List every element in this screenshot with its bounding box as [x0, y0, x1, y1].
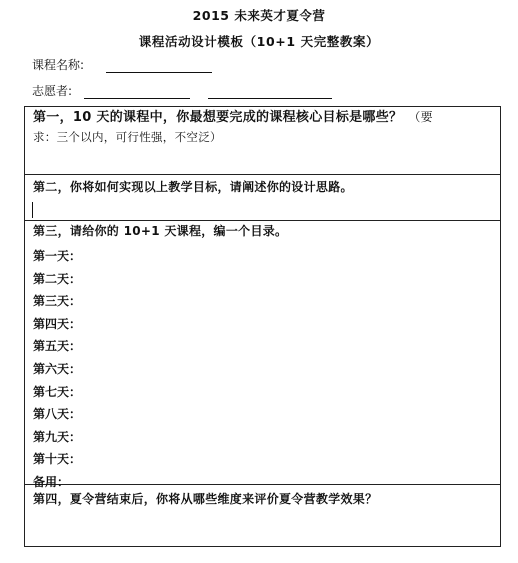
day-item: 第九天： [33, 429, 82, 444]
question-1-main: 第一，10 天的课程中，你最想要完成的课程核心目标是哪些？ [33, 110, 403, 125]
question-4-text: 第四，夏令营结束后，你将从哪些维度来评价夏令营教学效果？ [33, 492, 378, 506]
day-item: 第五天： [33, 339, 82, 354]
text-cursor [32, 202, 33, 218]
spare-day-item: 备用： [33, 474, 70, 489]
document-title: 2015 未来英才夏令营 [192, 8, 326, 23]
question-1-note-start: （要 [408, 110, 433, 124]
question-3-text: 第三，请给你的 10+1 天课程，编一个目录。 [33, 224, 288, 238]
volunteer-label: 志愿者: [32, 84, 73, 98]
question-3-cell[interactable] [25, 221, 500, 489]
question-2-cell[interactable] [25, 175, 500, 221]
day-item: 第二天： [33, 271, 82, 286]
day-item: 第三天： [33, 294, 82, 309]
question-1-text [33, 109, 494, 126]
question-1-note: 求：三个以内，可行性强，不空泛） [33, 130, 222, 144]
day-item: 第七天： [33, 384, 82, 399]
course-name-row [32, 56, 212, 73]
question-1-cell[interactable] [25, 107, 500, 175]
day-item: 第一天： [33, 249, 82, 263]
volunteer-field-1[interactable] [84, 85, 190, 99]
course-name-field[interactable] [106, 59, 212, 73]
day-item: 第八天： [33, 407, 82, 422]
question-2-text: 第二，你将如何实现以上教学目标，请阐述你的设计思路。 [33, 180, 353, 194]
day-item: 第四天： [33, 316, 82, 331]
day-item: 第六天： [33, 361, 82, 376]
lesson-plan-table [24, 106, 501, 547]
question-4-cell[interactable] [25, 485, 500, 546]
day-list [33, 245, 81, 494]
volunteer-row [32, 82, 332, 99]
day-item: 第十天： [33, 452, 82, 467]
course-name-label: 课程名称: [32, 58, 85, 72]
volunteer-field-2[interactable] [208, 85, 332, 99]
document-subtitle: 课程活动设计模板（10+1 天完整教案） [138, 34, 380, 49]
